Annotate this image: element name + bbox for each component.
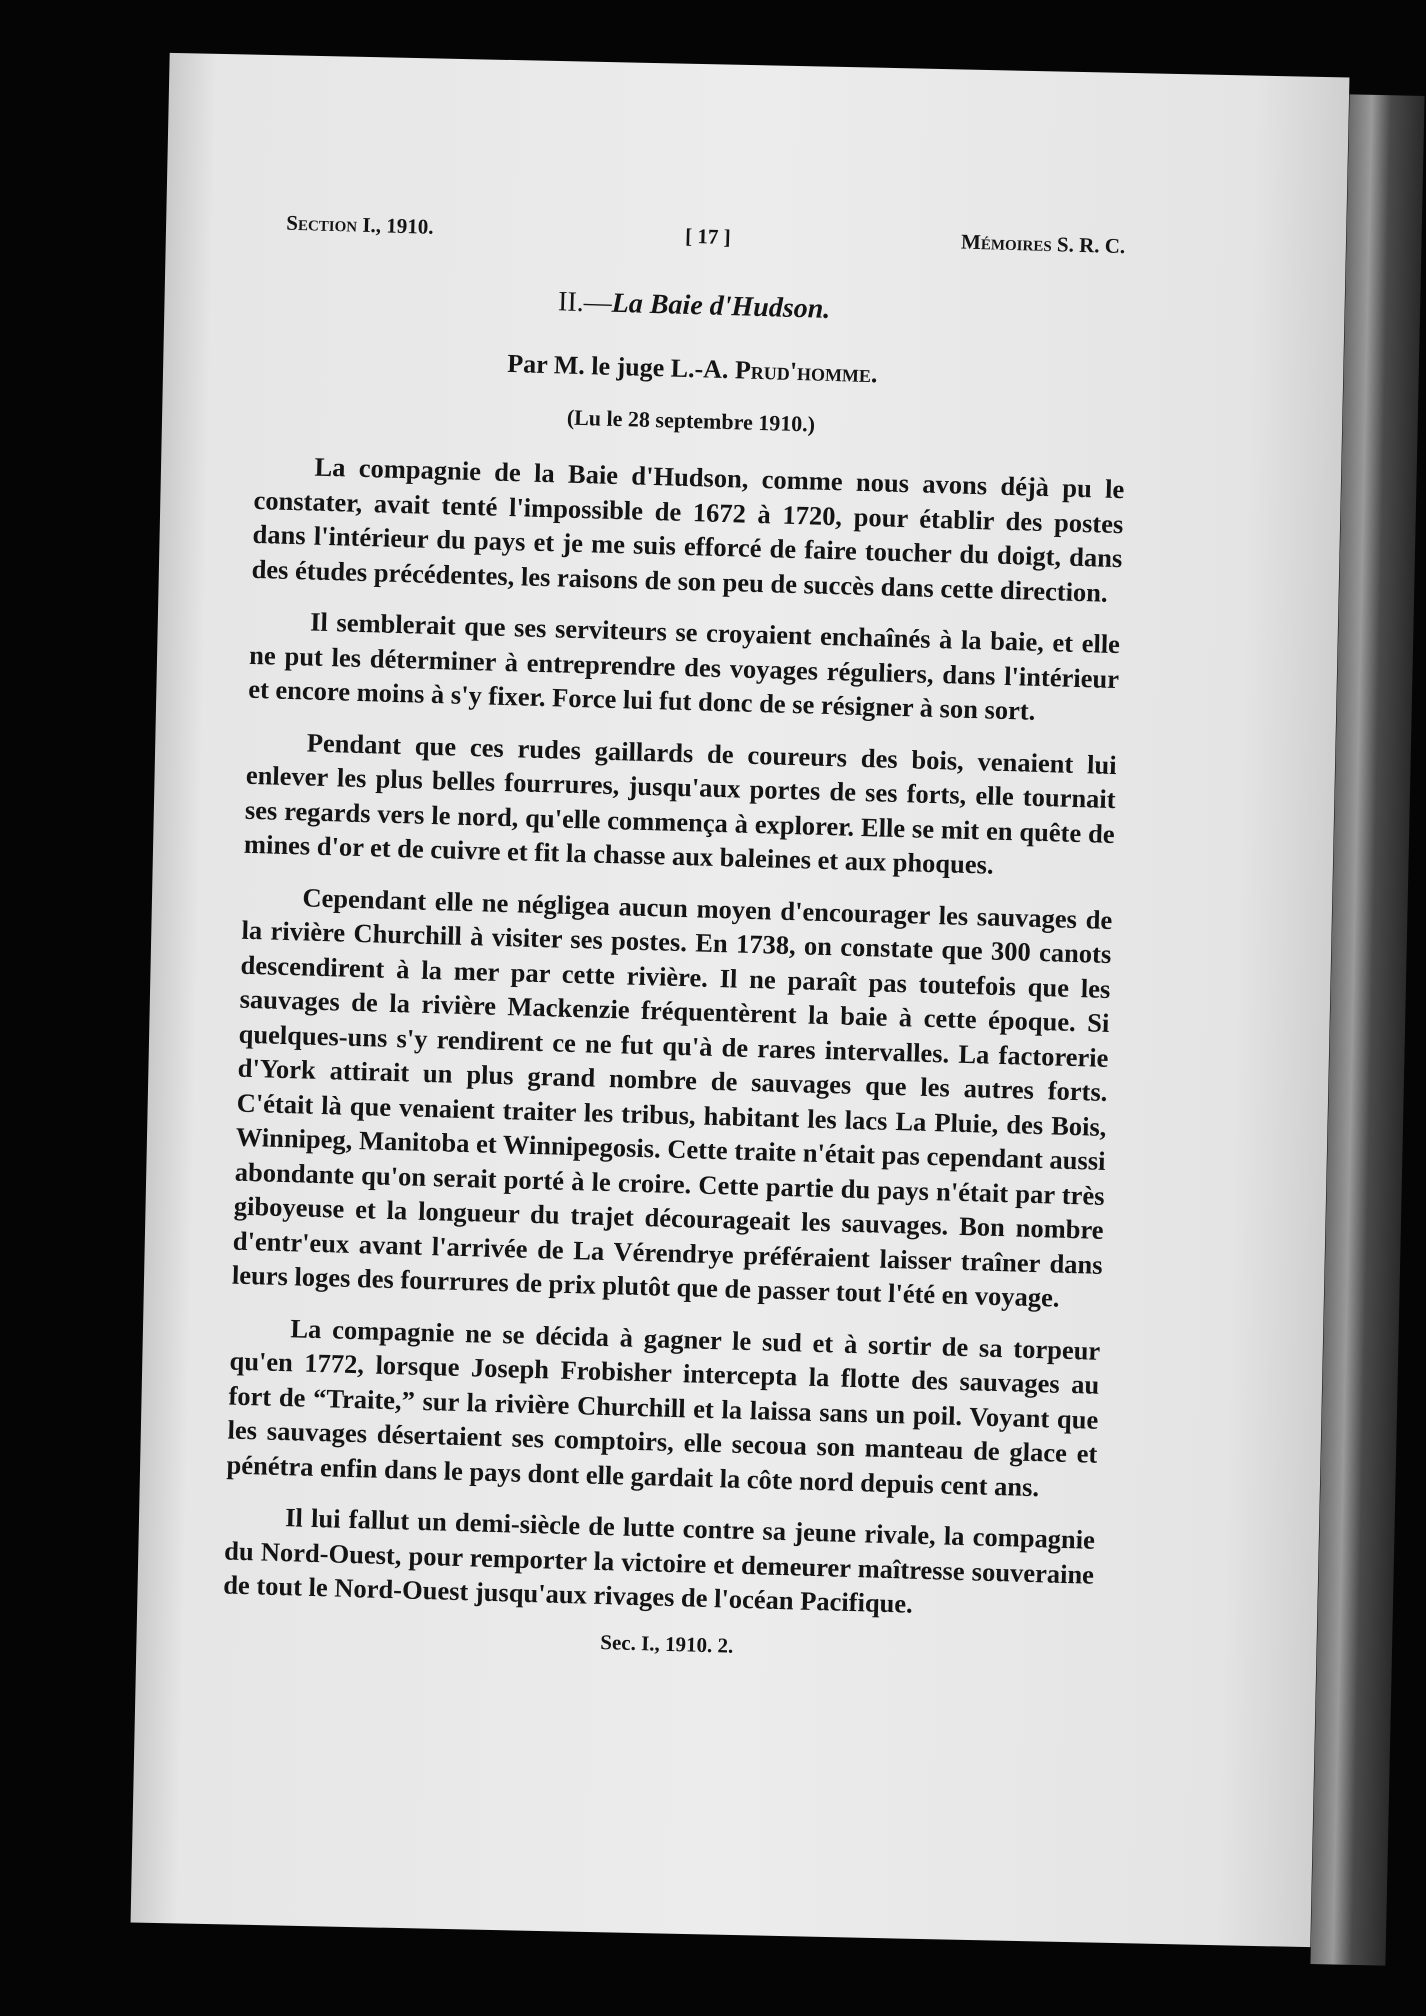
paragraph: Il semblerait que ses serviteurs se croyaient enchaînés à la baie, et elle ne put les déterminer à entreprendre des voyages réguliers, dans l'intérieur et encore moins à s'y fixer. Force lui fut donc de se résigner à son sort. [247,606,1121,726]
page-content [222,200,1132,1668]
page-footer: Sec. I., 1910. 2. [600,1629,734,1658]
running-head-right: Mémoires S. R. C. [960,229,1126,259]
page-number: [ 17 ] [684,223,731,250]
paragraph: Cependant elle ne négligea aucun moyen d'encourager les sauvages de la rivière Churchill à visiter ses postes. En 1738, on constate que 300 canots descendirent à la mer par cette rivière. Il ne paraît pas toutefois que les sauvages de la rivière Mackenzie fréquentèrent la baie à cette époque. Si quelques-uns s'y rendirent ce ne fut qu'à de rares intervalles. La factorerie d'York attirait un plus grand nombre de sauvages que les autres forts. C'était là que venaient traiter les tribus, habitant les lacs La Pluie, des Bois, Winnipeg, Manitoba et Winnipegosis. Cette traite n'était pas cependant aussi abondante qu'on serait porté à le croire. Cette partie du pays n'était par très giboyeuse et la longueur du trajet décourageait les sauvages. Bon nombre d'entr'eux avant l'arrivée de La Vérendrye préféraient laisser traîner dans leurs loges des fourrures de prix plutôt que de passer tout l'été en voyage. [231,881,1113,1313]
author-line [257,342,1127,396]
paragraph: Pendant que ces rudes gaillards de coureurs des bois, venaient lui enlever les plus belles fourrures, jusqu'aux portes de ses forts, elle tournait ses regards vers le nord, qu'elle commença à explorer. Elle se mit en quête de mines d'or et de cuivre et fit la chasse aux baleines et aux phoques. [243,726,1117,880]
paragraph: La compagnie de la Baie d'Hudson, comme nous avons déjà pu le constater, avait tenté l'impossible de 1672 à 1720, pour établir des postes dans l'intérieur du pays et je me suis efforcé de faire toucher du doigt, dans des études précédentes, les raisons de son peu de succès dans cette direction. [251,451,1125,608]
article-title [259,278,1130,334]
paragraph: La compagnie ne se décida à gagner le sud et à sortir de sa torpeur qu'en 1772, lorsque Joseph Frobisher intercepta la flotte des sauvages au fort de “Traite,” sur la rivière Churchill et la laissa sans un poil. Voyant que les sauvages désertaient ses comptoirs, elle secoua son manteau de glace et pénétra enfin dans le pays dont elle gardait la côte nord depuis cent ans. [226,1312,1101,1502]
running-head-left: Section I., 1910. [286,210,434,239]
author-prefix: Par M. le juge L.-A. [506,348,729,385]
body-text [223,448,1125,1626]
read-date: (Lu le 28 septembre 1910.) [566,404,816,437]
title-text: La Baie d'Hudson. [611,287,831,325]
author-name: Prud'homme. [734,355,878,389]
paragraph: Il lui fallut un demi-siècle de lutte contre sa jeune rivale, la compagnie du Nord-Ouest, pour remporter la victoire et demeurer maîtresse souveraine de tout le Nord-Ouest jusqu'aux rivages de l'océan Pacifique. [222,1502,1096,1619]
title-number: II.— [557,286,613,319]
